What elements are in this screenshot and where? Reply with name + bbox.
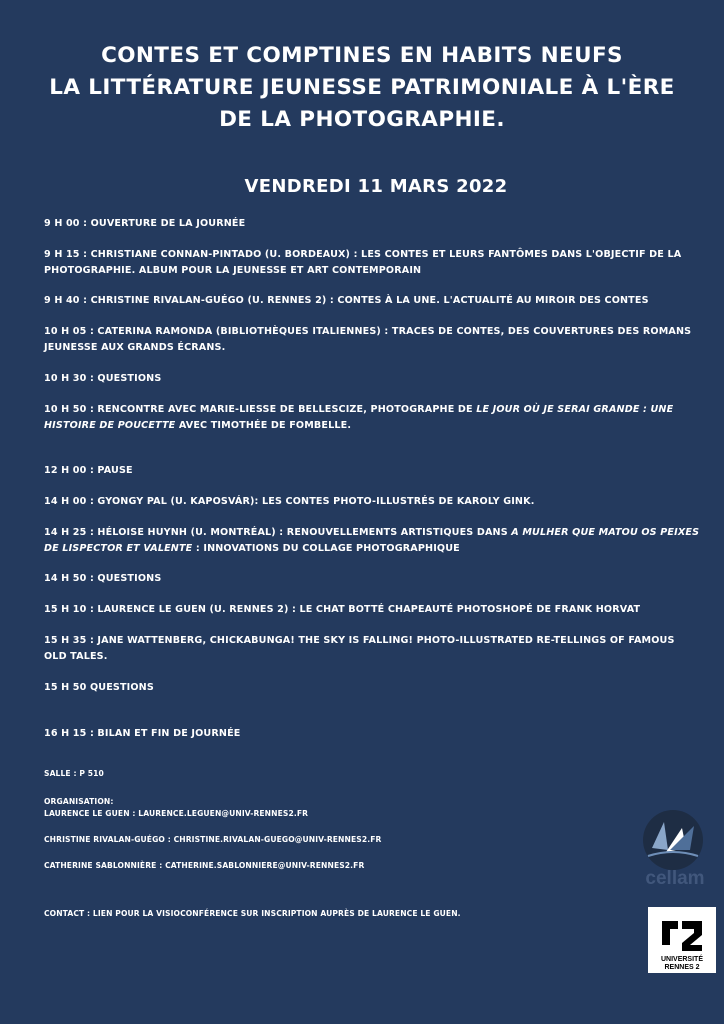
program-item: 14 H 50 : QUESTIONS [44,573,162,584]
cellam-wordmark: cellam [645,868,705,888]
program-item: 9 H 40 : CHRISTINE RIVALAN-GUÉGO (U. RENNES 2) : CONTES À LA UNE. L'ACTUALITÉ AU MIROIR DES CONTES [44,295,649,306]
title-line-1: CONTES ET COMPTINES EN HABITS NEUFS [101,43,623,68]
program-item: 16 H 15 : BILAN ET FIN DE JOURNÉE [44,728,241,739]
organiser-contact: LAURENCE LE GUEN : LAURENCE.LEGUEN@UNIV-RENNES2.FR [44,809,309,818]
program-item: 15 H 50 QUESTIONS [44,682,154,693]
program-item: 10 H 05 : CATERINA RAMONDA (BIBLIOTHÈQUES ITALIENNES) : TRACES DE CONTES, DES COUVERTURES DES ROMANS JEUNESSE AUX GRANDS ÉCRANS. [44,326,692,353]
program-item: 12 H 00 : PAUSE [44,465,133,476]
program-item: 9 H 00 : OUVERTURE DE LA JOURNÉE [44,218,246,229]
organiser-contact: CATHERINE SABLONNIÈRE : CATHERINE.SABLONNIERE@UNIV-RENNES2.FR [44,861,365,870]
page-title [0,40,724,136]
program-item: 10 H 50 : RENCONTRE AVEC MARIE-LIESSE DE BELLESCIZE, PHOTOGRAPHE DE LE JOUR OÙ JE SERAI GRANDE : UNE HISTOIRE DE POUCETTE AVEC TIMOTHÉE DE FOMBELLE. [44,404,674,431]
title-line-3: DE LA PHOTOGRAPHIE. [219,107,505,132]
rennes2-logo-icon [648,907,716,973]
universite-rennes2-logo [648,907,716,973]
room-info: SALLE : P 510 [44,769,104,778]
program-item: 15 H 10 : LAURENCE LE GUEN (U. RENNES 2) : LE CHAT BOTTÉ CHAPEAUTÉ PHOTOSHOPÉ DE FRANK HORVAT [44,604,641,615]
program-item: 15 H 35 : JANE WATTENBERG, CHICKABUNGA! THE SKY IS FALLING! PHOTO-ILLUSTRATED RE-TELLINGS OF FAMOUS OLD TALES. [44,635,675,662]
rennes2-line-2: RENNES 2 [664,964,700,971]
organiser-contact: CHRISTINE RIVALAN-GUÉGO : CHRISTINE.RIVALAN-GUEGO@UNIV-RENNES2.FR [44,835,382,844]
program-item: 9 H 15 : CHRISTIANE CONNAN-PINTADO (U. BORDEAUX) : LES CONTES ET LEURS FANTÔMES DANS L'OBJECTIF DE LA PHOTOGRAPHIE. ALBUM POUR LA JEUNESSE ET ART CONTEMPORAIN [44,249,682,276]
organisation-label: ORGANISATION: [44,797,114,806]
program-item: 14 H 00 : GYONGY PAL (U. KAPOSVÁR): LES CONTES PHOTO-ILLUSTRÉS DE KAROLY GINK. [44,496,535,507]
program-item: 10 H 30 : QUESTIONS [44,373,162,384]
cellam-logo-icon [630,808,720,888]
contact-info: CONTACT : LIEN POUR LA VISIOCONFÉRENCE SUR INSCRIPTION AUPRÈS DE LAURENCE LE GUEN. [44,909,461,918]
cellam-logo [630,808,720,888]
program-item: 14 H 25 : HÉLOISE HUYNH (U. MONTRÉAL) : RENOUVELLEMENTS ARTISTIQUES DANS A MULHER QUE MATOU OS PEIXES DE LISPECTOR ET VALENTE : INNOVATIONS DU COLLAGE PHOTOGRAPHIQUE [44,527,700,554]
title-line-2: LA LITTÉRATURE JEUNESSE PATRIMONIALE À L'ÈRE [49,75,675,100]
event-date: VENDREDI 11 MARS 2022 [244,176,508,197]
rennes2-line-1: UNIVERSITÉ [660,956,704,963]
